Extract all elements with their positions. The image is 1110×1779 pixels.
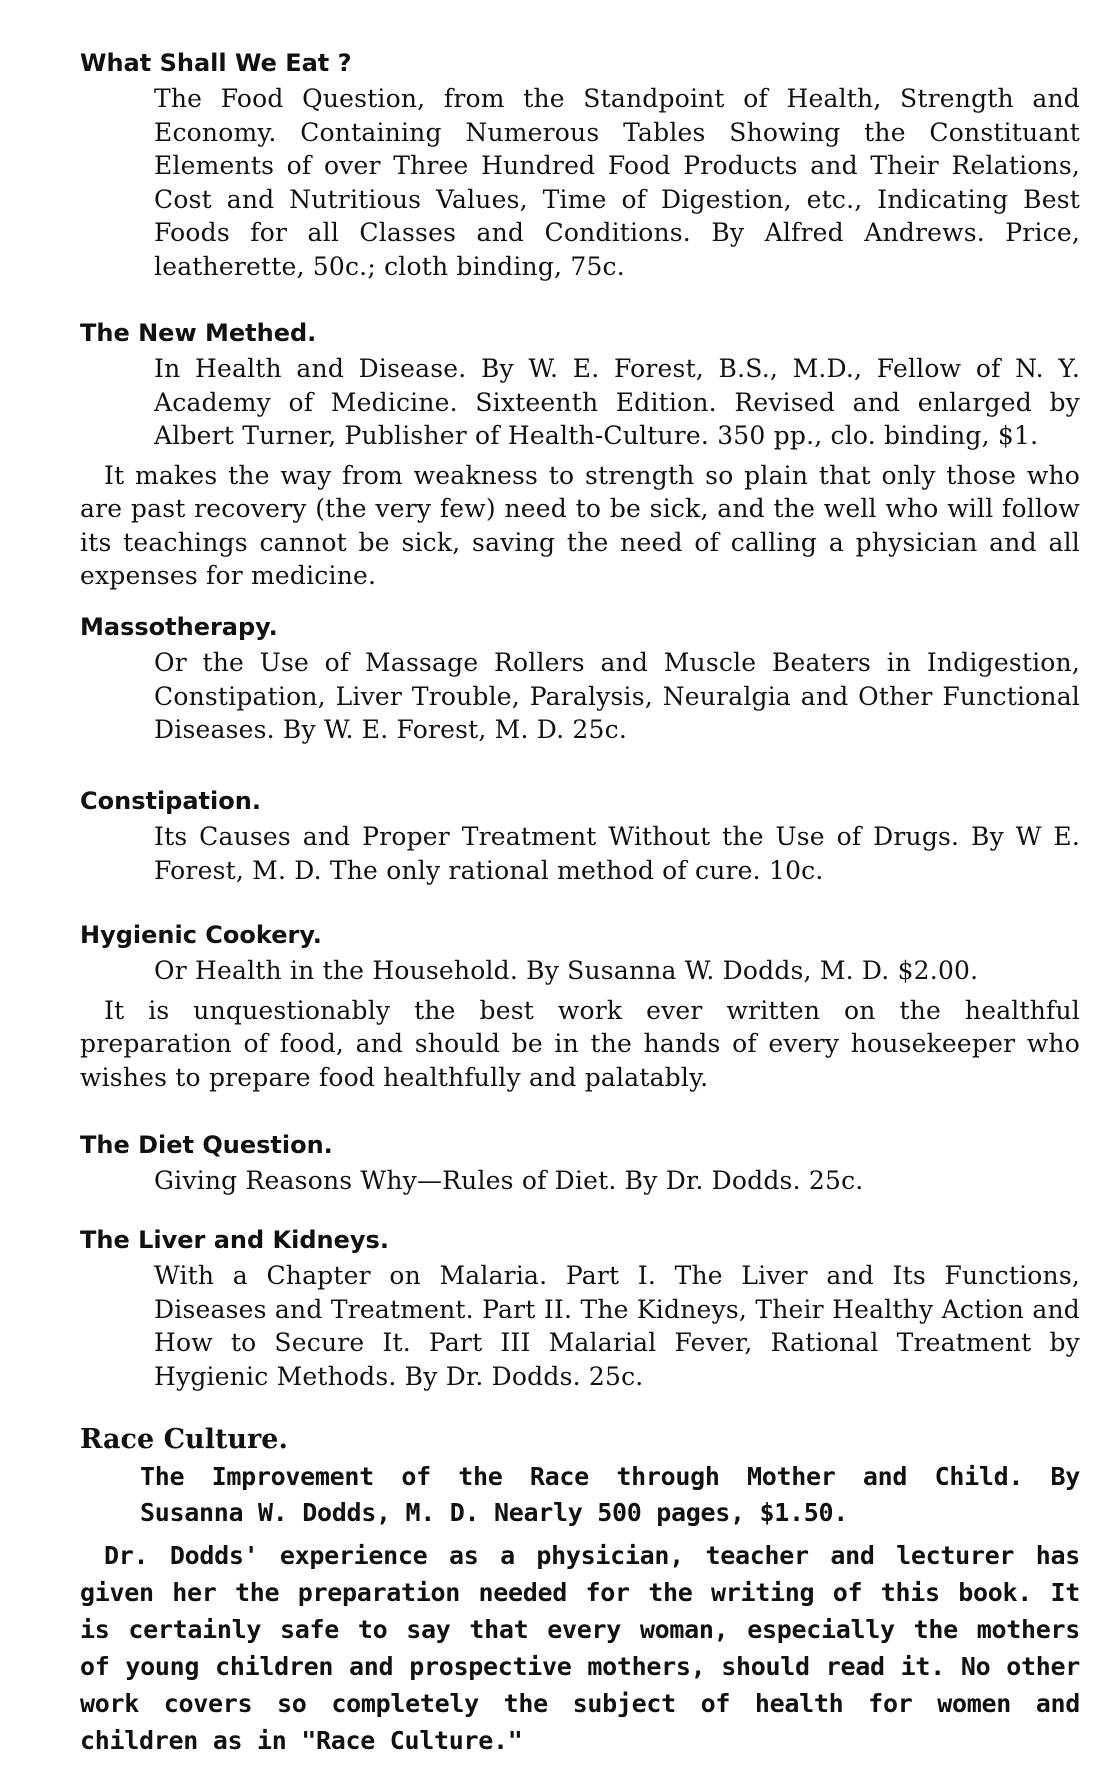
book-title: Constipation. — [80, 787, 261, 815]
book-review: Dr. Dodds' experience as a physician, teacher and lecturer has given her the preparation needed for the writing of this book. It is certainly safe to say that every woman, especially the mothers of young children and prospective mothers, should read it. No other work covers so completely the subject of health for women and children as in "Race Culture." — [80, 1541, 1080, 1755]
book-description: Or Health in the Household. By Susanna W. Dodds, M. D. $2.00. — [154, 956, 979, 985]
book-description: The Food Question, from the Standpoint of Health, Strength and Economy. Containing Numerous Tables Showing the Constituant Elements of over Three Hundred Food Products and Their Relations, Cost and Nutritious Values, Time of Digestion, etc., Indicating Best Foods for all Classes and Conditions. By Alfred Andrews. Price, leatherette, 50c.; cloth binding, 75c. — [154, 84, 1080, 281]
book-title: Hygienic Cookery. — [80, 921, 322, 949]
book-entry-massotherapy — [80, 612, 1080, 747]
book-title: Massotherapy. — [80, 613, 278, 641]
book-description: Giving Reasons Why—Rules of Diet. By Dr. Dodds. 25c. — [154, 1166, 864, 1195]
book-title: The Diet Question. — [80, 1131, 333, 1159]
book-description: Or the Use of Massage Rollers and Muscle Beaters in Indigestion, Constipation, Liver Trouble, Paralysis, Neuralgia and Other Functional Diseases. By W. E. Forest, M. D. 25c. — [154, 648, 1080, 744]
book-entry-race-culture — [80, 1425, 1080, 1759]
book-entry-liver-and-kidneys — [80, 1225, 1080, 1393]
book-description: With a Chapter on Malaria. Part I. The Liver and Its Functions, Diseases and Treatment. Part II. The Kidneys, Their Healthy Action and How to Secure It. Part III Malarial Fever, Rational Treatment by Hygienic Methods. By Dr. Dodds. 25c. — [154, 1261, 1080, 1391]
book-entry-what-shall-we-eat — [80, 48, 1080, 283]
book-entry-new-method — [80, 318, 1080, 593]
book-entry-constipation — [80, 786, 1080, 887]
book-description: In Health and Disease. By W. E. Forest, B.S., M.D., Fellow of N. Y. Academy of Medicine. Sixteenth Edition. Revised and enlarged by Albert Turner, Publisher of Health-Culture. 350 pp., clo. binding, $1. — [154, 354, 1080, 450]
book-title: What Shall We Eat ? — [80, 49, 352, 77]
book-entry-diet-question — [80, 1130, 1080, 1198]
book-description: Its Causes and Proper Treatment Without the Use of Drugs. By W E. Forest, M. D. The only rational method of cure. 10c. — [154, 822, 1080, 885]
book-title: The New Methed. — [80, 319, 317, 347]
book-review: It makes the way from weakness to strength so plain that only those who are past recovery (the very few) need to be sick, and the well who will follow its teachings cannot be sick, saving the need of calling a physician and all expenses for medicine. — [80, 460, 1080, 590]
book-title: The Liver and Kidneys. — [80, 1226, 389, 1254]
book-description: The Improvement of the Race through Mother and Child. By Susanna W. Dodds, M. D. Nearly 500 pages, $1.50. — [140, 1462, 1080, 1527]
book-title: Race Culture. — [80, 1424, 288, 1455]
book-review: It is unquestionably the best work ever written on the healthful preparation of food, and should be in the hands of every housekeeper who wishes to prepare food healthfully and palatably. — [80, 995, 1080, 1092]
book-entry-hygienic-cookery — [80, 920, 1080, 1094]
